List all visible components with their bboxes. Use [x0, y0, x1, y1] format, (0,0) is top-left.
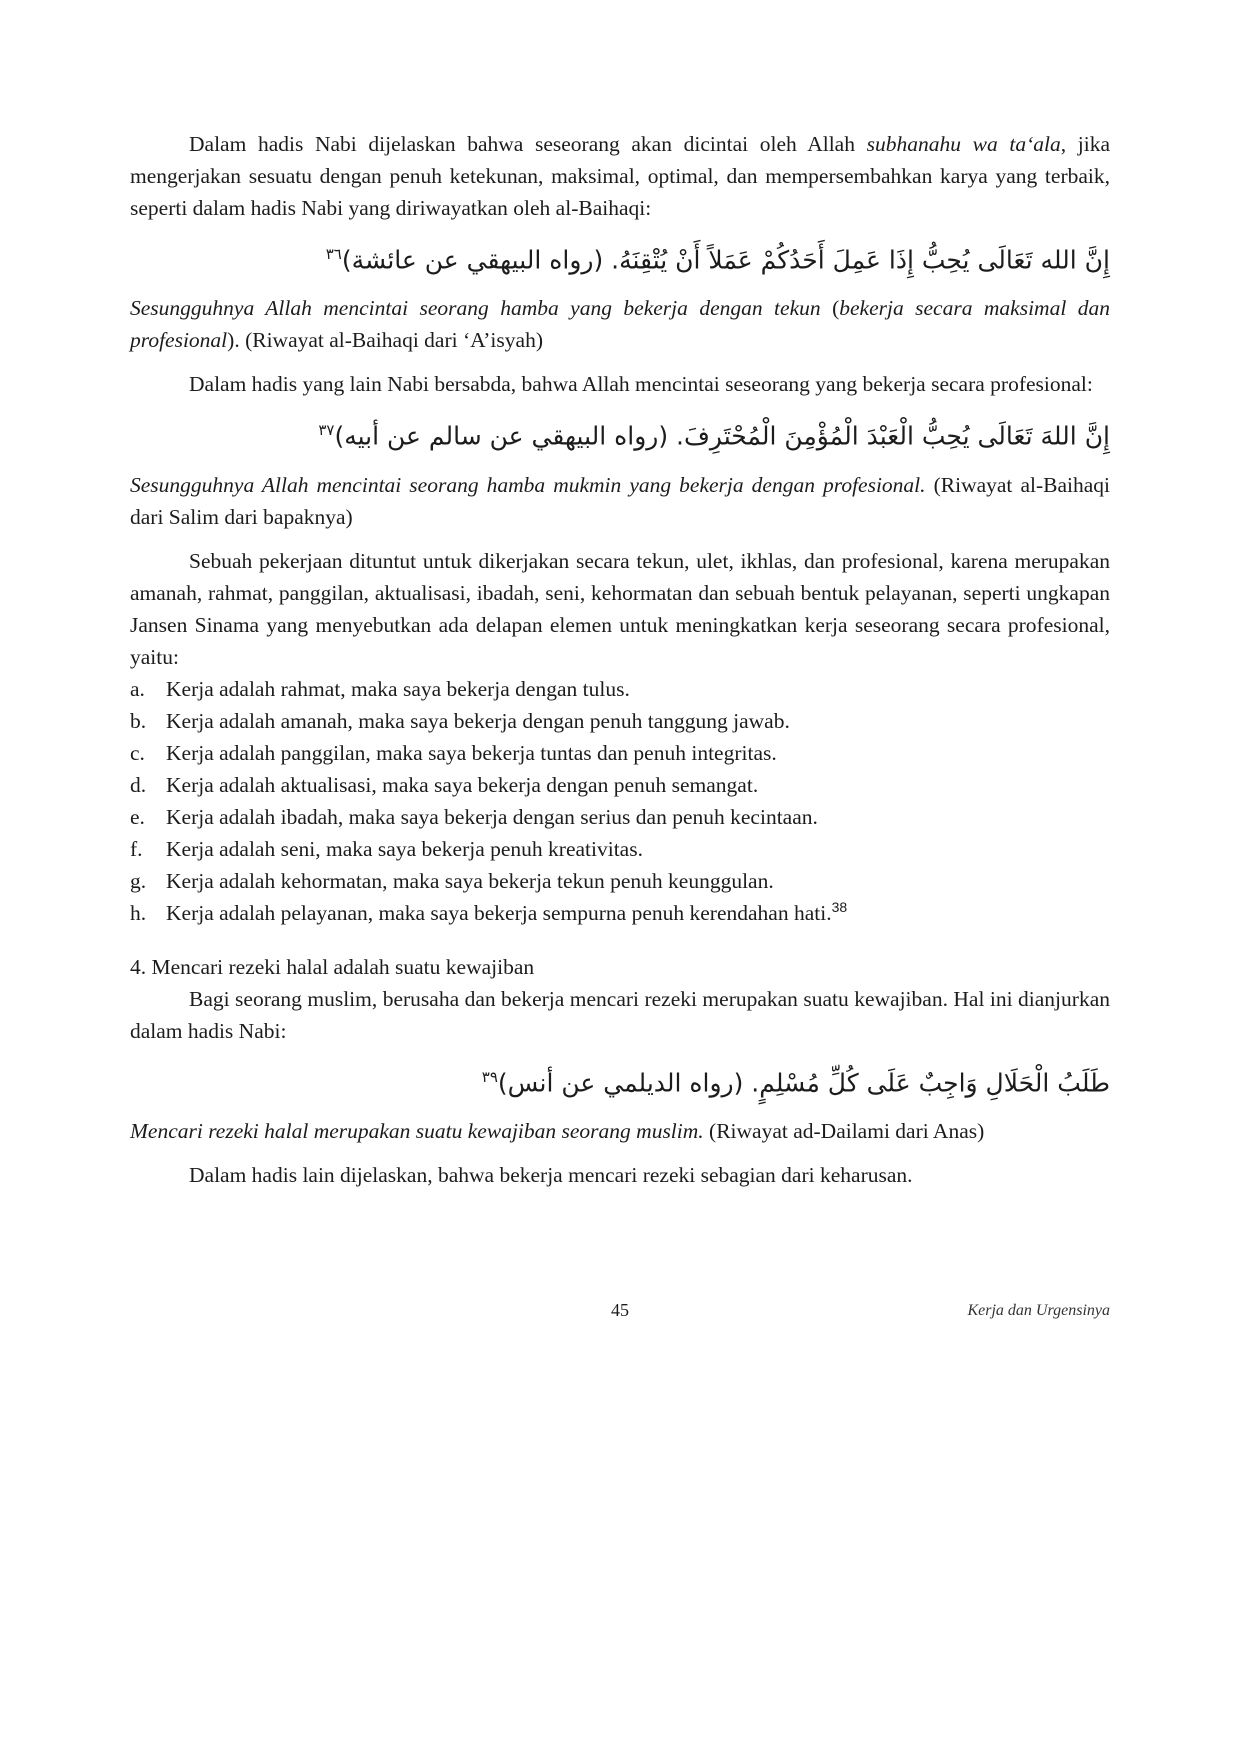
running-title: Kerja dan Urgensinya [967, 1302, 1110, 1319]
translation-2 [130, 469, 1110, 533]
list-item [130, 833, 1110, 865]
translation-source: (Riwayat al-Baihaqi dari Salim dari bapaknya) [130, 472, 1110, 529]
list-text: Kerja adalah seni, maka saya bekerja penuh kreativitas. [166, 836, 643, 861]
list-item [130, 769, 1110, 801]
list-marker: f. [130, 836, 143, 861]
translation-italic: Mencari rezeki halal merupakan suatu kewajiban seorang muslim. [130, 1118, 704, 1143]
element-list [130, 673, 1110, 929]
translation-1 [130, 292, 1110, 356]
paragraph-4: Bagi seorang muslim, berusaha dan bekerja mencari rezeki merupakan suatu kewajiban. Hal ini dianjurkan dalam hadis Nabi: [130, 986, 1110, 1043]
translation-plain: ( [820, 296, 840, 321]
arabic-text: إِنَّ اللهَ تَعَالَى يُحِبُّ الْعَبْدَ الْمُؤْمِنَ الْمُحْتَرِفَ. (رواه البيهقي عن سالم عن أبيه) [334, 421, 1110, 451]
arabic-hadith-1 [130, 234, 1110, 280]
section-heading: 4. Mencari rezeki halal adalah suatu kewajiban [130, 954, 535, 979]
paragraph-text: Dalam hadis Nabi dijelaskan bahwa seseorang akan dicintai oleh Allah [189, 132, 867, 156]
list-item [130, 705, 1110, 737]
list-text: Kerja adalah ibadah, maka saya bekerja dengan serius dan penuh kecintaan. [166, 804, 818, 829]
page-body [130, 128, 1110, 1191]
list-marker: e. [130, 804, 145, 829]
arabic-hadith-2 [130, 410, 1110, 456]
footnote-ref: ٣٩ [481, 1067, 498, 1086]
paragraph-2: Dalam hadis yang lain Nabi bersabda, bahwa Allah mencintai seseorang yang bekerja secara profesional: [189, 372, 1093, 397]
list-text: Kerja adalah kehormatan, maka saya bekerja tekun penuh keunggulan. [166, 868, 774, 893]
arabic-text: إِنَّ الله تَعَالَى يُحِبُّ إِذَا عَمِلَ أَحَدُكُمْ عَمَلاً أَنْ يُتْقِنَهُ. (رواه البيهقي عن عائشة) [341, 245, 1110, 275]
arabic-text: طَلَبُ الْحَلَالِ وَاجِبٌ عَلَى كُلِّ مُسْلِمٍ. (رواه الديلمي عن أنس) [497, 1067, 1110, 1097]
list-item [130, 801, 1110, 833]
translation-source: (Riwayat ad-Dailami dari Anas) [703, 1118, 985, 1143]
page-footer [130, 1300, 1110, 1330]
footnote-ref: ٣٧ [318, 421, 335, 440]
translation-italic: Sesungguhnya Allah mencintai seorang hamba yang bekerja dengan tekun [130, 296, 821, 321]
list-item [130, 897, 1110, 929]
list-text: Kerja adalah aktualisasi, maka saya bekerja dengan penuh semangat. [166, 772, 759, 797]
list-marker: a. [130, 676, 145, 701]
list-marker: d. [130, 772, 147, 797]
list-item [130, 865, 1110, 897]
italic-phrase: subhanahu wa ta‘ala [866, 132, 1061, 156]
footnote-ref: ٣٦ [325, 245, 342, 263]
translation-source: ). (Riwayat al-Baihaqi dari ‘A’isyah) [227, 328, 543, 353]
list-text: Kerja adalah pelayanan, maka saya bekerja sempurna penuh kerendahan hati. [166, 900, 832, 925]
arabic-hadith-3 [130, 1057, 1110, 1103]
list-text: Kerja adalah rahmat, maka saya bekerja dengan tulus. [166, 676, 630, 701]
list-marker: g. [130, 868, 147, 893]
list-marker: b. [130, 708, 147, 733]
footnote-ref: 38 [831, 898, 848, 915]
list-marker: h. [130, 900, 147, 925]
paragraph-intro [130, 128, 1110, 224]
paragraph-5: Dalam hadis lain dijelaskan, bahwa bekerja mencari rezeki sebagian dari keharusan. [189, 1162, 913, 1187]
list-text: Kerja adalah amanah, maka saya bekerja dengan penuh tanggung jawab. [166, 708, 790, 733]
list-item [130, 673, 1110, 705]
paragraph-3: Sebuah pekerjaan dituntut untuk dikerjakan secara tekun, ulet, ikhlas, dan profesional, karena merupakan amanah, rahmat, panggilan, aktualisasi, ibadah, seni, kehormatan dan sebuah bentuk pelayanan, seperti ungkapan Jansen Sinama yang menyebutkan ada delapan elemen untuk meningkatkan kerja seseorang secara profesional, yaitu: [130, 548, 1110, 669]
translation-3 [130, 1115, 1110, 1147]
list-item [130, 737, 1110, 769]
list-marker: c. [130, 740, 145, 765]
page-number: 45 [611, 1300, 629, 1320]
list-text: Kerja adalah panggilan, maka saya bekerja tuntas dan penuh integritas. [166, 740, 777, 765]
translation-italic: bekerja secara maksimal dan profesional [130, 296, 1111, 353]
paragraph-text: , jika mengerjakan sesuatu dengan penuh ketekunan, maksimal, optimal, dan mempersembahkan karya yang terbaik, seperti dalam hadis Nabi yang diriwayatkan oleh al-Baihaqi: [130, 132, 1110, 220]
translation-italic: Sesungguhnya Allah mencintai seorang hamba mukmin yang bekerja dengan profesional. [130, 472, 926, 497]
